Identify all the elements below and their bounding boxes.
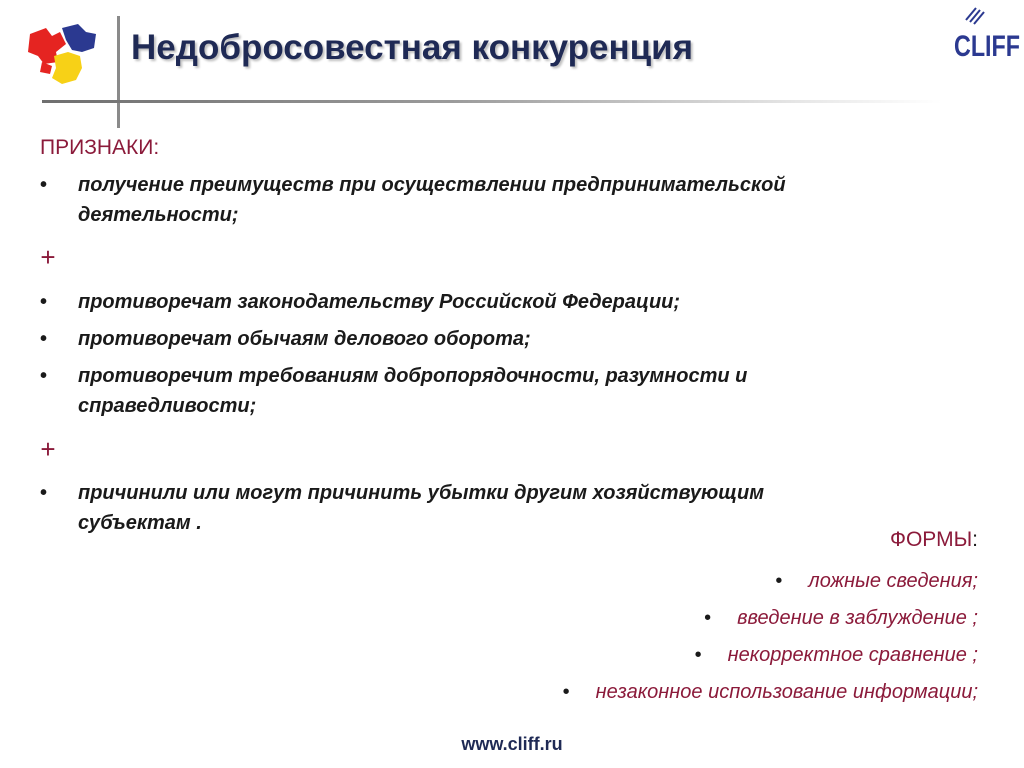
signs-heading: ПРИЗНАКИ: — [40, 136, 160, 159]
signs-group-3 — [40, 478, 880, 545]
signs-group-1 — [40, 170, 880, 237]
forms-list — [563, 566, 978, 714]
bullet: • — [40, 482, 48, 504]
cliff-logo-text: CLIFF — [954, 30, 1020, 62]
list-item: • противоречат обычаям делового оборота; — [40, 324, 880, 354]
page-title: Недобросовестная конкуренция — [131, 28, 694, 67]
bullet: • — [704, 607, 712, 629]
bullet: • — [775, 570, 783, 592]
list-item: • введение в заблуждение ; — [704, 607, 978, 629]
list-item: • причинили или могут причинить убытки другим хозяйствующим субъектам . — [40, 478, 880, 538]
bullet: • — [40, 328, 48, 350]
bullet: • — [562, 681, 570, 703]
plus-separator: + — [40, 242, 56, 272]
list-item: • получение преимуществ при осуществлении предпринимательской деятельности; — [40, 170, 880, 230]
list-item: • противоречит требованиям добропорядочности, разумности и справедливости; — [40, 361, 880, 421]
list-item: • ложные сведения; — [775, 570, 978, 592]
header-horizontal-divider — [42, 100, 942, 103]
list-item: • некорректное сравнение ; — [694, 644, 978, 666]
bullet: • — [40, 365, 48, 387]
plus-separator: + — [40, 434, 56, 464]
footer-url[interactable]: www.cliff.ru — [461, 734, 563, 754]
header-vertical-divider — [117, 16, 120, 128]
cliff-logo-icon — [954, 6, 1022, 62]
list-item: • незаконное использование информации; — [562, 681, 978, 703]
bullet: • — [694, 644, 702, 666]
bullet: • — [40, 174, 48, 196]
signs-group-2 — [40, 287, 880, 428]
puzzle-logo-icon — [22, 22, 102, 94]
forms-heading: ФОРМЫ: — [890, 528, 978, 551]
list-item: • противоречат законодательству Российской Федерации; — [40, 287, 880, 317]
bullet: • — [40, 291, 48, 313]
